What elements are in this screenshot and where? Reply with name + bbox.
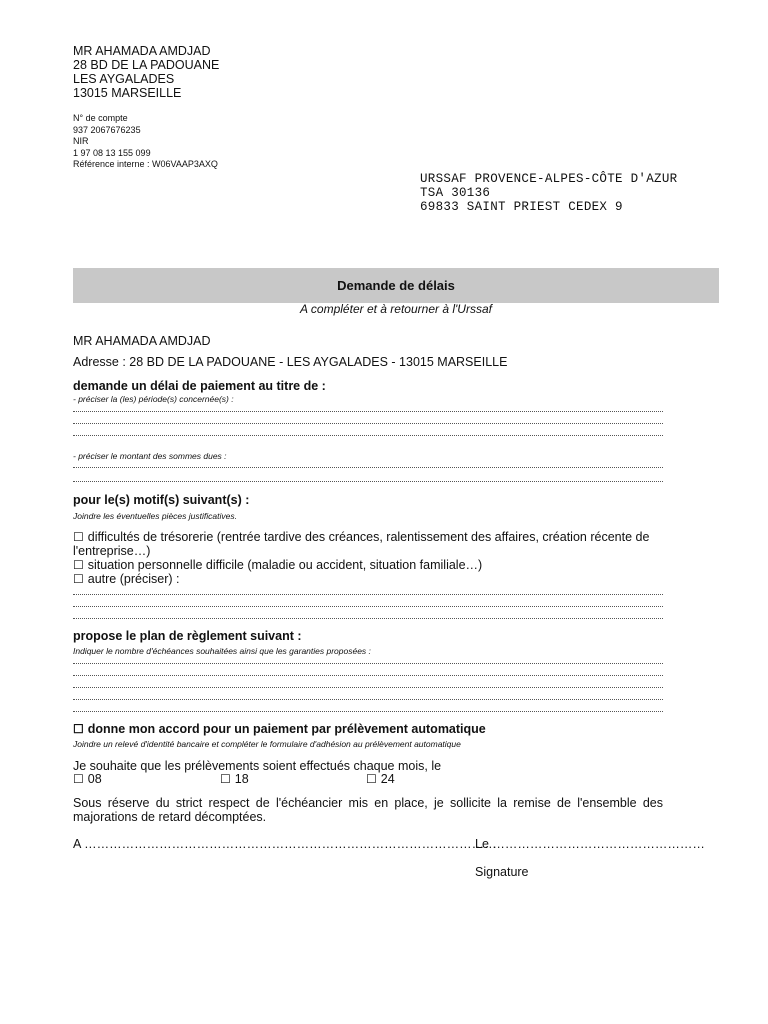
form-title: Demande de délais xyxy=(337,278,455,293)
internal-reference: Référence interne : W06VAAP3AXQ xyxy=(73,159,218,169)
applicant-address: Adresse : 28 BD DE LA PADOUANE - LES AYGALADES - 13015 MARSEILLE xyxy=(73,355,508,369)
reason-treasury-label: difficultés de trésorerie (rentrée tardive des créances, ralentissement des affaires, création récente de l'entreprise…) xyxy=(73,530,650,558)
reason-personal[interactable] xyxy=(73,558,663,572)
applicant-name: MR AHAMADA AMDJAD xyxy=(73,334,211,348)
section-reasons-hint: Joindre les éventuelles pièces justificatives. xyxy=(73,511,237,521)
checkbox-icon[interactable]: ☐ xyxy=(73,722,84,736)
amount-line-1[interactable] xyxy=(73,467,663,468)
reason-personal-label: situation personnelle difficile (maladie ou accident, situation familiale…) xyxy=(87,558,483,572)
plan-line-4[interactable] xyxy=(73,699,663,700)
form-title-banner xyxy=(73,268,719,303)
signature-label: Signature xyxy=(475,865,529,879)
debit-day-text: Je souhaite que les prélèvements soient effectués chaque mois, le xyxy=(73,759,442,773)
recipient-line-1: URSSAF PROVENCE-ALPES-CÔTE D'AZUR xyxy=(420,172,678,186)
account-label: N° de compte xyxy=(73,113,128,123)
recipient-line-2: TSA 30136 xyxy=(420,186,491,200)
section-plan-heading: propose le plan de règlement suivant : xyxy=(73,629,302,643)
form-subtitle: A compléter et à retourner à l'Urssaf xyxy=(300,302,492,316)
amount-line-2[interactable] xyxy=(73,481,663,482)
sender-name: MR AHAMADA AMDJAD xyxy=(73,44,211,58)
section-plan-hint: Indiquer le nombre d'échéances souhaitées ainsi que les garanties proposées : xyxy=(73,646,371,656)
checkbox-icon[interactable]: ☐ xyxy=(366,772,377,786)
section-delay-period-hint: - préciser la (les) période(s) concernée(s) : xyxy=(73,394,234,404)
section-direct-debit-hint: Joindre un relevé d'identité bancaire et compléter le formulaire d'adhésion au prélèvement automatique xyxy=(73,739,461,749)
sender-street: 28 BD DE LA PADOUANE xyxy=(73,58,220,72)
reason-other[interactable] xyxy=(73,572,663,586)
period-line-2[interactable] xyxy=(73,423,663,424)
debit-day-option-18[interactable] xyxy=(220,772,249,786)
reason-line-3[interactable] xyxy=(73,618,663,619)
debit-day-option-label: 18 xyxy=(234,772,249,786)
date-field[interactable]: Le …………………………………………… xyxy=(475,837,705,851)
checkbox-icon[interactable]: ☐ xyxy=(73,572,84,586)
plan-line-3[interactable] xyxy=(73,687,663,688)
debit-day-option-label: 08 xyxy=(87,772,102,786)
identifiers-block xyxy=(73,113,218,171)
debit-day-option-label: 24 xyxy=(380,772,395,786)
debit-day-option-08[interactable] xyxy=(73,772,102,786)
place-field[interactable]: A ……………………………………………………………………………………… xyxy=(73,837,497,851)
plan-line-2[interactable] xyxy=(73,675,663,676)
plan-line-1[interactable] xyxy=(73,663,663,664)
recipient-address xyxy=(420,172,677,214)
period-line-3[interactable] xyxy=(73,435,663,436)
sender-city: 13015 MARSEILLE xyxy=(73,86,182,100)
recipient-line-3: 69833 SAINT PRIEST CEDEX 9 xyxy=(420,200,623,214)
waiver-request-text: Sous réserve du strict respect de l'échéancier mis en place, je sollicite la remise de l'ensemble des majorations de retard décomptées. xyxy=(73,796,663,824)
section-direct-debit-heading[interactable] xyxy=(73,722,486,736)
sender-district: LES AYGALADES xyxy=(73,72,175,86)
checkbox-icon[interactable]: ☐ xyxy=(73,530,84,544)
checkbox-icon[interactable]: ☐ xyxy=(73,772,84,786)
nir-value: 1 97 08 13 155 099 xyxy=(73,147,151,158)
period-line-1[interactable] xyxy=(73,411,663,412)
section-delay-amount-hint: - préciser le montant des sommes dues : xyxy=(73,451,227,461)
sender-address xyxy=(73,44,219,100)
debit-day-option-24[interactable] xyxy=(366,772,395,786)
account-value: 937 2067676235 xyxy=(73,124,141,135)
checkbox-icon[interactable]: ☐ xyxy=(220,772,231,786)
reason-line-2[interactable] xyxy=(73,606,663,607)
direct-debit-label: donne mon accord pour un paiement par prélèvement automatique xyxy=(87,722,486,736)
reason-line-1[interactable] xyxy=(73,594,663,595)
checkbox-icon[interactable]: ☐ xyxy=(73,558,84,572)
section-reasons-heading: pour le(s) motif(s) suivant(s) : xyxy=(73,493,250,507)
debit-day-options xyxy=(73,772,473,788)
reason-other-label: autre (préciser) : xyxy=(87,572,180,586)
reason-treasury[interactable] xyxy=(73,530,663,558)
nir-label: NIR xyxy=(73,136,89,146)
plan-line-5[interactable] xyxy=(73,711,663,712)
section-delay-heading: demande un délai de paiement au titre de : xyxy=(73,379,326,393)
